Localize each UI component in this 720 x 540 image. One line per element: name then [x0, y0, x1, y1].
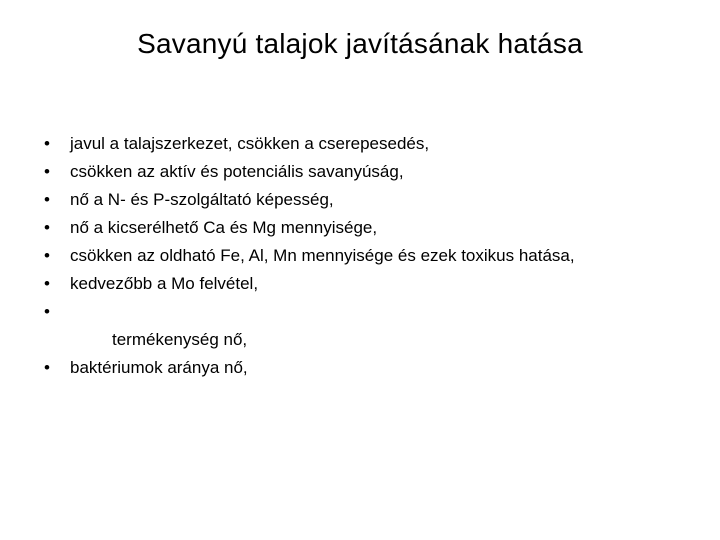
bullet-list	[44, 130, 704, 382]
bullet-text: termékenység nő,	[112, 330, 248, 349]
bullet-icon: •	[44, 190, 50, 209]
bullet-text: csökken az aktív és potenciális savanyúság,	[70, 162, 404, 181]
bullet-text: kedvezőbb a Mo felvétel,	[70, 274, 259, 293]
bullet-text: nő a kicserélhető Ca és Mg mennyisége,	[70, 218, 378, 237]
bullet-icon: •	[44, 358, 50, 377]
bullet-icon: •	[44, 246, 50, 265]
list-item	[44, 270, 704, 298]
list-item	[44, 186, 704, 214]
list-item	[44, 214, 704, 242]
bullet-icon: •	[44, 218, 50, 237]
list-item	[44, 354, 704, 382]
list-item	[44, 242, 704, 270]
list-item	[44, 130, 704, 158]
bullet-text: csökken az oldható Fe, Al, Mn mennyisége és ezek toxikus hatása,	[70, 246, 575, 265]
bullet-icon: •	[44, 162, 50, 181]
slide-title: Savanyú talajok javításának hatása	[137, 28, 583, 59]
bullet-icon: •	[44, 302, 50, 321]
bullet-icon: •	[44, 134, 50, 153]
bullet-text: baktériumok aránya nő,	[70, 358, 248, 377]
bullet-text: javul a talajszerkezet, csökken a cserepesedés,	[70, 134, 430, 153]
bullet-text: nő a N- és P-szolgáltató képesség,	[70, 190, 334, 209]
bullet-icon: •	[44, 274, 50, 293]
list-item	[44, 298, 704, 354]
list-item	[44, 158, 704, 186]
